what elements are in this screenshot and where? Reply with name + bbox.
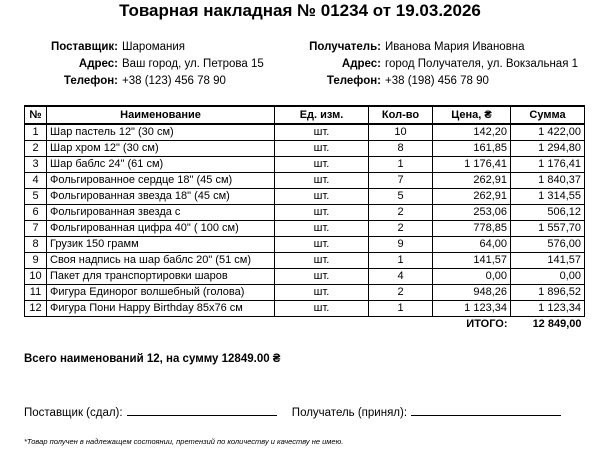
header-number: № <box>25 106 47 124</box>
row-name: Шар пастель 12" (30 см) <box>47 124 275 141</box>
row-name: Фигура Единорог волшебный (голова) <box>47 285 275 301</box>
row-sum: 1 176,41 <box>511 157 585 173</box>
row-sum: 1 840,37 <box>511 173 585 189</box>
row-number: 7 <box>25 221 47 237</box>
supplier-signature-line[interactable] <box>127 404 277 416</box>
row-number: 8 <box>25 237 47 253</box>
row-sum: 141,57 <box>511 253 585 269</box>
row-unit: шт. <box>275 221 369 237</box>
row-quantity: 1 <box>369 157 433 173</box>
header-price: Цена, ₴ <box>433 106 511 124</box>
supplier-address-label: Адрес: <box>78 58 118 70</box>
row-price: 262,91 <box>433 173 511 189</box>
row-sum: 1 896,52 <box>511 285 585 301</box>
row-name: Фольгированное сердце 18" (45 см) <box>47 173 275 189</box>
row-quantity: 5 <box>369 189 433 205</box>
receiver-address-label: Адрес: <box>341 58 381 70</box>
table-row <box>25 269 585 285</box>
row-quantity: 2 <box>369 285 433 301</box>
table-row <box>25 157 585 173</box>
row-quantity: 9 <box>369 237 433 253</box>
row-quantity: 7 <box>369 173 433 189</box>
row-name: Пакет для транспортировки шаров <box>47 269 275 285</box>
row-price: 262,91 <box>433 189 511 205</box>
table-row <box>25 221 585 237</box>
row-quantity: 10 <box>369 124 433 141</box>
row-name: Шар хром 12" (30 см) <box>47 141 275 157</box>
row-name: Грузик 150 грамм <box>47 237 275 253</box>
supplier-label: Поставщик: <box>51 41 118 53</box>
row-name: Фольгированная цифра 40" ( 100 см) <box>47 221 275 237</box>
table-row <box>25 253 585 269</box>
row-number: 2 <box>25 141 47 157</box>
header-quantity: Кол-во <box>369 106 433 124</box>
row-quantity: 1 <box>369 301 433 317</box>
row-name: Фигура Пони Happy Birthday 85x76 см <box>47 301 275 317</box>
row-number: 5 <box>25 189 47 205</box>
receiver-signature-line[interactable] <box>411 404 561 416</box>
row-unit: шт. <box>275 269 369 285</box>
supplier-signature-label: Поставщик (сдал): <box>24 407 123 419</box>
row-unit: шт. <box>275 173 369 189</box>
receiver-signature-label: Получатель (принял): <box>291 407 408 419</box>
supplier-block <box>20 39 264 90</box>
row-number: 11 <box>25 285 47 301</box>
header-sum: Сумма <box>511 106 585 124</box>
row-unit: шт. <box>275 205 369 221</box>
row-number: 6 <box>25 205 47 221</box>
header-name: Наименование <box>47 106 275 124</box>
receiver-name: Иванова Мария Ивановна <box>385 41 525 53</box>
row-price: 1 176,41 <box>433 157 511 173</box>
row-price: 1 123,34 <box>433 301 511 317</box>
total-row <box>25 317 585 333</box>
row-unit: шт. <box>275 253 369 269</box>
items-table <box>24 105 585 332</box>
items-table-body <box>25 124 585 317</box>
table-row <box>25 205 585 221</box>
row-number: 4 <box>25 173 47 189</box>
table-row <box>25 189 585 205</box>
table-header-row <box>25 106 585 124</box>
row-number: 9 <box>25 253 47 269</box>
row-quantity: 8 <box>369 141 433 157</box>
row-sum: 1 422,00 <box>511 124 585 141</box>
row-unit: шт. <box>275 301 369 317</box>
receiver-label: Получатель: <box>309 41 381 53</box>
row-unit: шт. <box>275 189 369 205</box>
table-row <box>25 124 585 141</box>
footnote: *Товар получен в надлежащем состоянии, претензий по количеству и качеству не имею. <box>24 437 344 446</box>
row-sum: 576,00 <box>511 237 585 253</box>
row-unit: шт. <box>275 141 369 157</box>
row-unit: шт. <box>275 157 369 173</box>
row-price: 0,00 <box>433 269 511 285</box>
supplier-phone: +38 (123) 456 78 90 <box>122 75 226 87</box>
supplier-address: Ваш город, ул. Петрова 15 <box>122 58 264 70</box>
table-row <box>25 301 585 317</box>
row-price: 64,00 <box>433 237 511 253</box>
row-quantity: 4 <box>369 269 433 285</box>
total-label: ИТОГО: <box>466 318 508 330</box>
row-price: 948,26 <box>433 285 511 301</box>
row-price: 161,85 <box>433 141 511 157</box>
table-row <box>25 173 585 189</box>
row-name: Фольгированная звезда с <box>47 205 275 221</box>
row-sum: 1 123,34 <box>511 301 585 317</box>
table-row <box>25 285 585 301</box>
row-sum: 506,12 <box>511 205 585 221</box>
supplier-phone-label: Телефон: <box>63 75 118 87</box>
row-unit: шт. <box>275 285 369 301</box>
table-row <box>25 141 585 157</box>
row-name: Своя надпись на шар баблс 20" (51 см) <box>47 253 275 269</box>
row-sum: 1 314,55 <box>511 189 585 205</box>
row-quantity: 2 <box>369 205 433 221</box>
supplier-signature <box>24 404 277 419</box>
summary-text: Всего наименований 12, на сумму 12849.00 ₴ <box>24 353 281 365</box>
signatures-block <box>24 404 584 419</box>
row-name: Фольгированная звезда 18" (45 см) <box>47 189 275 205</box>
row-price: 778,85 <box>433 221 511 237</box>
row-number: 3 <box>25 157 47 173</box>
row-price: 253,06 <box>433 205 511 221</box>
row-sum: 1 294,80 <box>511 141 585 157</box>
row-quantity: 1 <box>369 253 433 269</box>
receiver-phone: +38 (198) 456 78 90 <box>385 75 489 87</box>
row-number: 1 <box>25 124 47 141</box>
receiver-address: город Получателя, ул. Вокзальная 1 <box>385 58 579 70</box>
supplier-name: Шаромания <box>122 41 186 53</box>
invoice-title: Товарная накладная № 01234 от 19.03.2026 <box>119 1 481 20</box>
total-value: 12 849,00 <box>532 318 582 330</box>
table-row <box>25 237 585 253</box>
row-number: 12 <box>25 301 47 317</box>
row-quantity: 2 <box>369 221 433 237</box>
row-unit: шт. <box>275 124 369 141</box>
row-price: 142,20 <box>433 124 511 141</box>
receiver-phone-label: Телефон: <box>326 75 381 87</box>
row-sum: 0,00 <box>511 269 585 285</box>
row-unit: шт. <box>275 237 369 253</box>
receiver-block <box>300 39 578 90</box>
header-unit: Ед. изм. <box>275 106 369 124</box>
receiver-signature <box>292 404 561 419</box>
row-number: 10 <box>25 269 47 285</box>
row-sum: 1 557,70 <box>511 221 585 237</box>
row-name: Шар баблс 24" (61 см) <box>47 157 275 173</box>
row-price: 141,57 <box>433 253 511 269</box>
